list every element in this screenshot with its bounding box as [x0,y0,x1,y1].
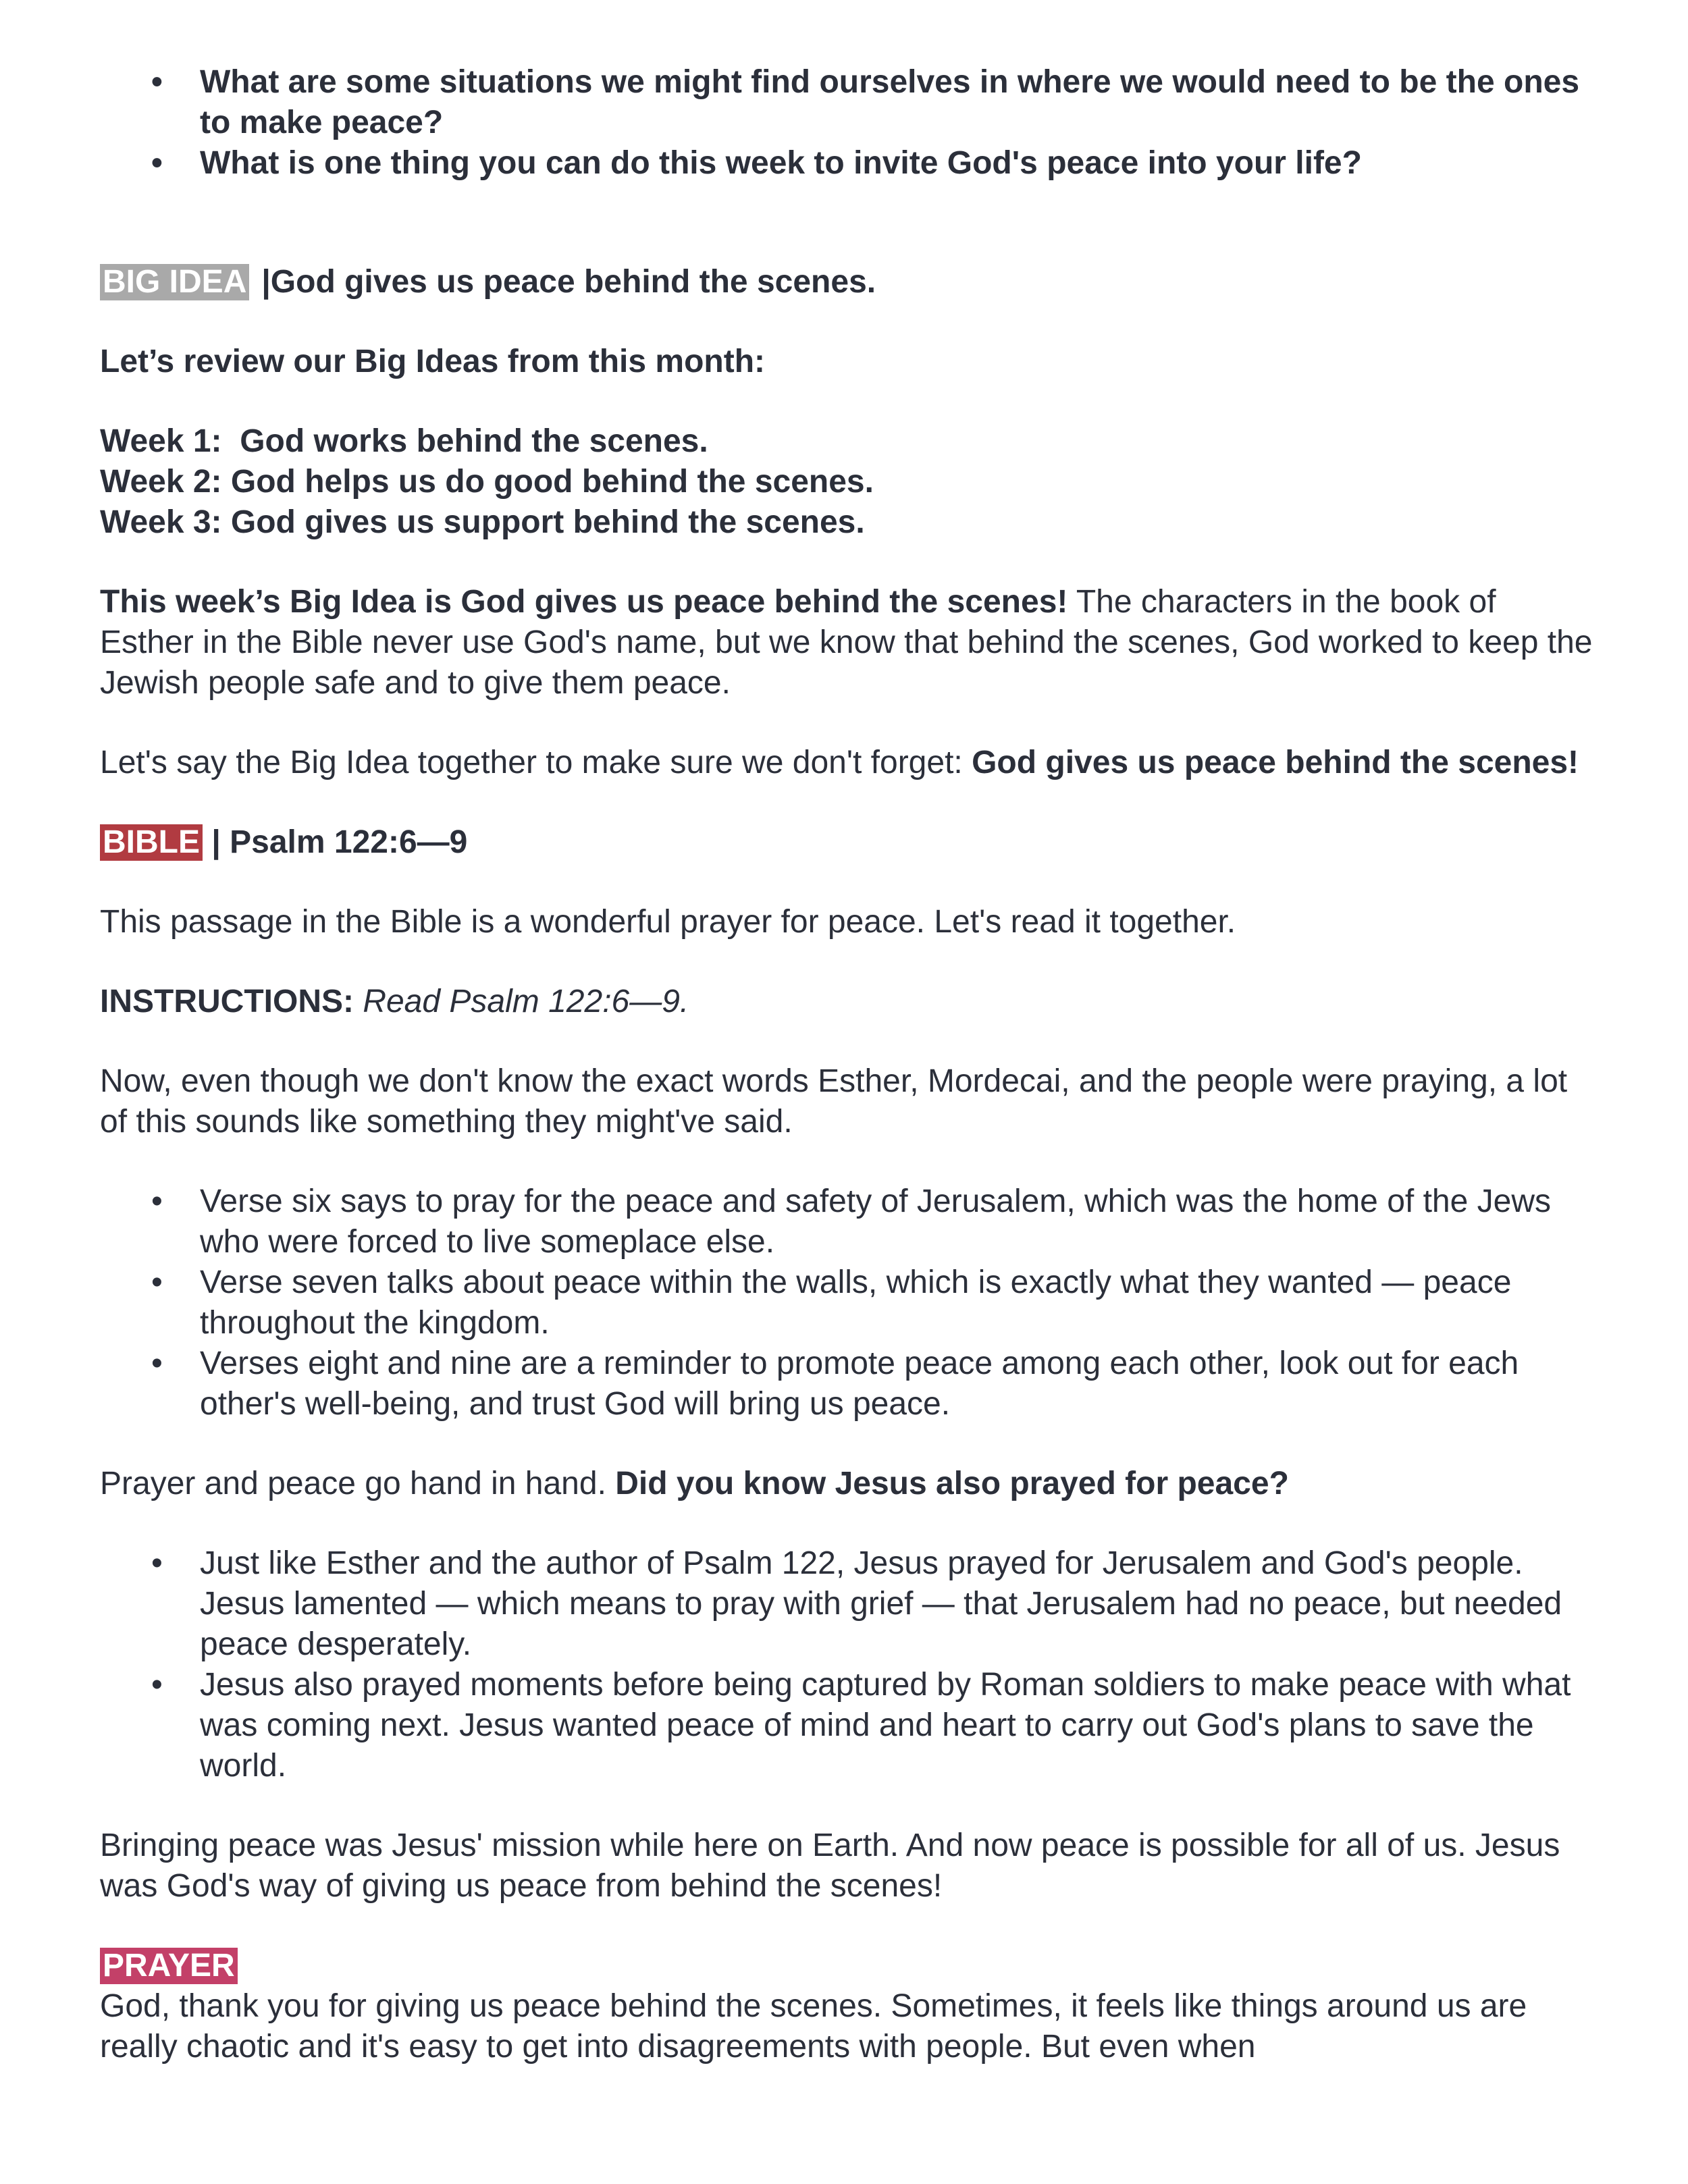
list-item: • Verses eight and nine are a reminder to promote peace among each other, look out for each other's well-being, and trust God will bring us peace. [200,1343,1593,1424]
this-week-paragraph [100,582,1593,703]
discussion-questions-list [100,62,1593,184]
instructions-paragraph [100,982,1593,1022]
question-item: • What is one thing you can do this week to invite God's peace into your life? [200,143,1593,184]
prayer-heading [100,1946,1593,1986]
now-paragraph: Now, even though we don't know the exact words Esther, Mordecai, and the people were praying, a lot of this sounds like something they might've said. [100,1063,1568,1140]
instructions-text: Read Psalm 122:6—9. [353,984,689,1019]
this-week-rest: The characters in the book of Esther in the Bible never use God's name, but we know that behind the scenes, God worked to keep the Jewish people safe and to give them peace. [100,584,1593,701]
big-idea-heading [100,262,1593,302]
bible-intro: This passage in the Bible is a wonderful prayer for peace. Let's read it together. [100,904,1236,940]
question-item: • What are some situations we might find ourselves in where we would need to be the ones to make peace? [200,62,1593,143]
closing-paragraph: Bringing peace was Jesus' mission while here on Earth. And now peace is possible for all of us. Jesus was God's way of giving us peace from behind the scenes! [100,1828,1560,1904]
week-line: Week 2: God helps us do good behind the scenes. [100,464,874,500]
big-idea-text: God gives us peace behind the scenes. [270,264,876,300]
week-line: Week 1: God works behind the scenes. [100,423,708,459]
list-item: • Jesus also prayed moments before being captured by Roman soldiers to make peace with what was coming next. Jesus wanted peace of mind and heart to carry out God's plans to save the world. [200,1665,1593,1786]
say-together-paragraph [100,743,1593,783]
prayer-peace-bold: Did you know Jesus also prayed for peace? [615,1466,1289,1501]
instructions-label: INSTRUCTIONS: [100,984,354,1019]
this-week-bold: This week’s Big Idea is God gives us peace behind the scenes! [100,584,1068,620]
week-line: Week 3: God gives us support behind the scenes. [100,504,865,540]
bible-heading [100,822,1593,863]
prayer-peace-paragraph [100,1464,1593,1504]
heading-separator: | [203,824,230,860]
verse-bullets-list [100,1181,1593,1424]
heading-separator: | [261,264,271,300]
bible-reference: Psalm 122:6—9 [230,824,468,860]
list-item: • Just like Esther and the author of Psalm 122, Jesus prayed for Jerusalem and God's people. Jesus lamented — which means to pray with grief — that Jerusalem had no peace, but needed peace desperately. [200,1543,1593,1665]
say-together-bold: God gives us peace behind the scenes! [972,745,1579,780]
list-item: • Verse six says to pray for the peace and safety of Jerusalem, which was the home of the Jews who were forced to live someplace else. [200,1181,1593,1262]
say-together-text: Let's say the Big Idea together to make sure we don't forget: [100,745,972,780]
big-idea-tag: BIG IDEA [100,264,249,300]
prayer-text: God, thank you for giving us peace behind the scenes. Sometimes, it feels like things around us are really chaotic and it's easy to get into disagreements with people. But even when [100,1988,1527,2065]
bible-tag: BIBLE [100,824,203,861]
list-item: • Verse seven talks about peace within the walls, which is exactly what they wanted — peace throughout the kingdom. [200,1262,1593,1343]
prayer-tag: PRAYER [100,1948,238,1984]
prayer-peace-text: Prayer and peace go hand in hand. [100,1466,616,1501]
review-intro: Let’s review our Big Ideas from this month: [100,344,766,379]
jesus-bullets-list [100,1543,1593,1786]
